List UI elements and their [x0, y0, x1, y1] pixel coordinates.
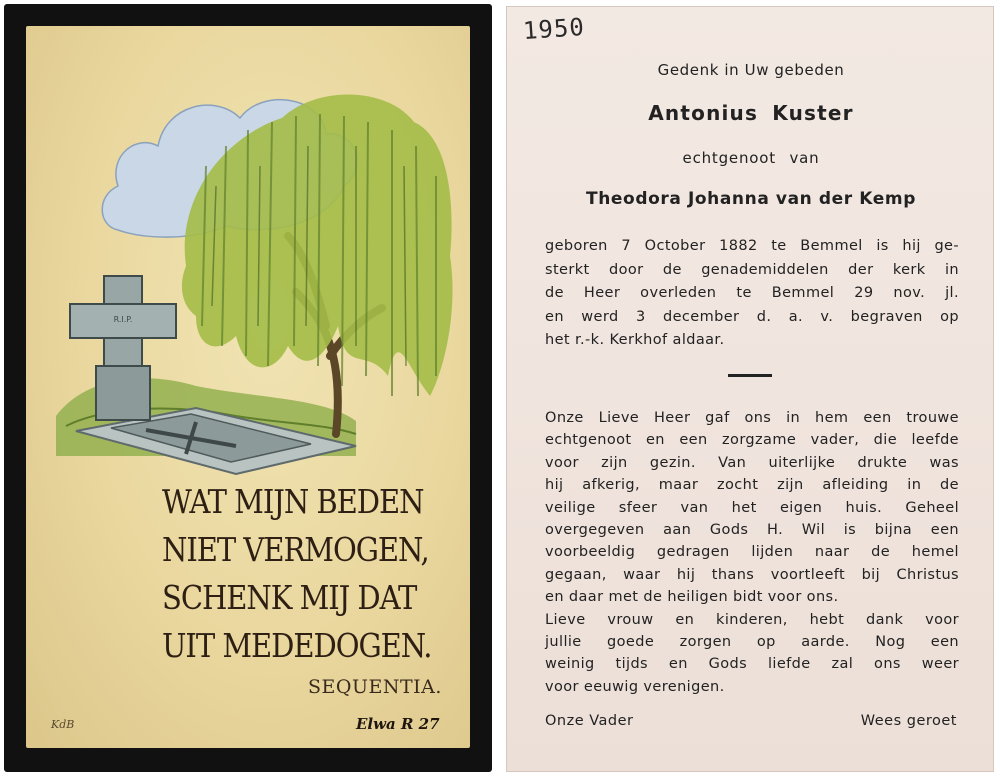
verse-line: NIET VERMOGEN,	[162, 530, 429, 569]
tribute-line: echtgenoot en een zorgzame vader, die leefde	[545, 432, 959, 449]
tribute-paragraph	[545, 407, 959, 698]
cross-inscription: R.I.P.	[113, 315, 133, 324]
remember-heading: Gedenk in Uw gebeden	[657, 61, 845, 79]
memorial-card-back	[506, 6, 994, 772]
memorial-card-front	[4, 4, 492, 772]
handwritten-year: 1950	[522, 12, 586, 46]
card-illustration-panel	[26, 26, 470, 748]
biography-paragraph	[545, 235, 959, 353]
verse-line: SCHENK MIJ DAT	[162, 578, 417, 617]
biography-line: geboren 7 October 1882 te Bemmel is hij ge-	[545, 238, 959, 254]
section-divider	[728, 374, 772, 377]
prayer-signoff-left: Onze Vader	[545, 713, 634, 729]
tribute-line: Onze Lieve Heer gaf ons in hem een trouwe	[545, 410, 959, 426]
tribute-line: overgegeven aan Gods H. Wil is bijna een	[545, 522, 959, 539]
artist-monogram: KdB	[51, 718, 75, 731]
tribute-line: gegaan, waar hij thans voortleeft bij Christus	[545, 566, 959, 583]
tribute-line: en daar met de heiligen bidt voor ons.	[545, 589, 839, 606]
tribute-line: weinig tijds en Gods liefde zal ons weer	[545, 656, 959, 673]
tribute-line: voorbeeldig gedragen lijden naar de hemel	[545, 544, 959, 561]
tribute-line: veilige sfeer van het eigen huis. Geheel	[545, 499, 959, 516]
biography-line: sterkt door de genademiddelen der kerk in	[545, 261, 959, 278]
tribute-line: Lieve vrouw en kinderen, hebt dank voor	[545, 611, 959, 628]
biography-line: het r.-k. Kerkhof aldaar.	[545, 332, 725, 349]
tribute-line: voor zijn gezin. Van uiterlijke drukte was	[545, 454, 959, 471]
tribute-line: hij afkerig, maar zocht zijn afleiding in de	[545, 477, 959, 494]
memorial-verse	[162, 478, 432, 670]
tribute-line: jullie goede zorgen op aarde. Nog een	[545, 634, 959, 651]
spouse-relation: echtgenoot van	[682, 149, 820, 167]
prayer-signoff-right: Wees geroet	[860, 713, 957, 729]
spouse-name: Theodora Johanna van der Kemp	[586, 189, 916, 209]
biography-line: en werd 3 december d. a. v. begraven op	[545, 308, 959, 325]
verse-line: UIT MEDEDOGEN.	[162, 626, 432, 665]
verse-line: WAT MIJN BEDEN	[162, 482, 424, 521]
deceased-name: Antonius Kuster	[648, 101, 854, 125]
biography-line: de Heer overleden te Bemmel 29 nov. jl.	[545, 285, 959, 302]
tribute-line: voor eeuwig verenigen.	[545, 678, 725, 695]
publisher-mark: Elwa R 27	[356, 715, 440, 733]
verse-source: SEQUENTIA.	[308, 676, 442, 698]
